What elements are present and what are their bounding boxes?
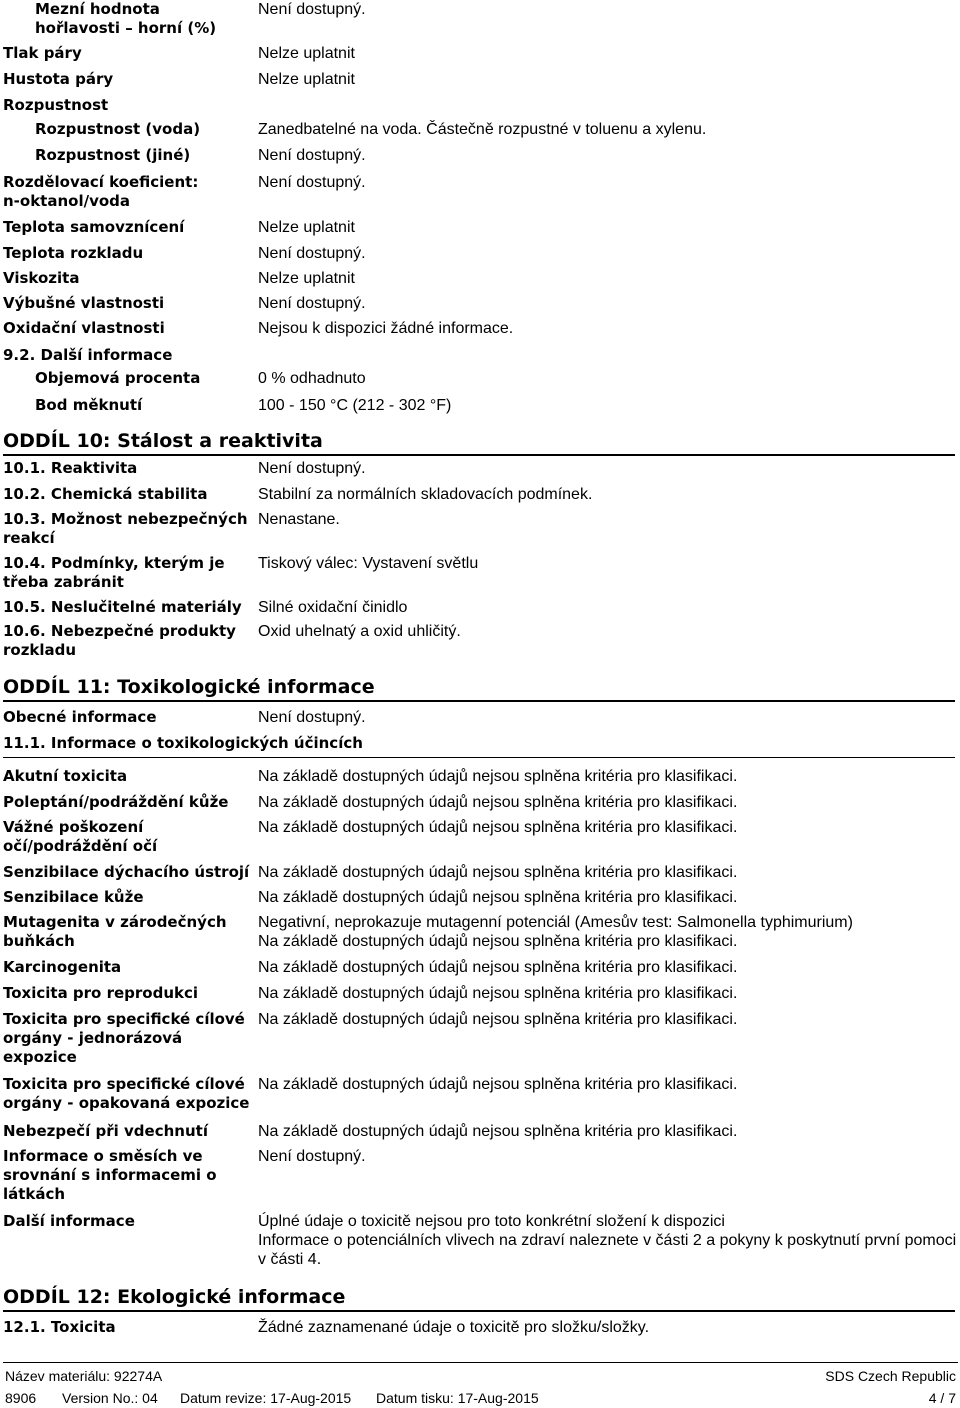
s11-label: Karcinogenita [3,958,122,976]
s11-value: Na základě dostupných údajů nejsou splněna kritéria pro klasifikaci. [258,985,738,1002]
section-10-title: ODDÍL 10: Stálost a reaktivita [3,430,323,452]
subsection-divider [3,757,955,758]
section-11-title: ODDÍL 11: Toxikologické informace [3,676,375,698]
s11-value: Na základě dostupných údajů nejsou splněna kritéria pro klasifikaci. [258,1076,738,1093]
prop-value: Zanedbatelné na voda. Částečně rozpustné v toluenu a xylenu. [258,121,707,138]
s10-label: rozkladu [3,641,77,659]
s10-label: třeba zabránit [3,573,124,591]
s11-value: Na základě dostupných údajů nejsou splněna kritéria pro klasifikaci. [258,768,738,785]
s10-label: 10.3. Možnost nebezpečných [3,510,248,528]
s11-label: Poleptání/podráždění kůže [3,793,229,811]
s10-label: 10.2. Chemická stabilita [3,485,208,503]
section-divider [3,1310,955,1312]
s10-value: Silné oxidační činidlo [258,599,408,616]
prop-label: Bod měknutí [35,396,143,414]
section-divider [3,700,955,702]
prop-value: Nejsou k dispozici žádné informace. [258,320,514,337]
prop-label: Rozpustnost (jiné) [35,146,191,164]
s11-value: Informace o potenciálních vlivech na zdraví naleznete v části 2 a pokyny k poskytnutí první pomoci [258,1232,957,1249]
s11-label: látkách [3,1185,66,1203]
prop-label: Mezní hodnota hořlavosti – horní (%) [35,0,217,37]
s12-value: Žádné zaznamenané údaje o toxicitě pro složku/složky. [258,1319,650,1336]
s12-label: 12.1. Toxicita [3,1318,116,1336]
s11-value: Úplné údaje o toxicitě nejsou pro toto konkrétní složení k dispozici [258,1213,725,1230]
footer-country: SDS Czech Republic [825,1368,956,1384]
s11-label: Toxicita pro specifické cílové [3,1010,245,1028]
s10-label: 10.5. Neslučitelné materiály [3,598,242,616]
s10-value: Nenastane. [258,511,340,528]
prop-value: Nelze uplatnit [258,219,355,236]
prop-value: Nelze uplatnit [258,45,355,62]
s11-label: orgány - jednorázová [3,1029,183,1047]
prop-value: Není dostupný. [258,1,366,18]
footer-revision-date: Datum revize: 17-Aug-2015 [180,1390,352,1406]
s10-label: reakcí [3,529,55,547]
prop-value: 0 % odhadnuto [258,370,366,387]
prop-value: Není dostupný. [258,295,366,312]
s11-value: Na základě dostupných údajů nejsou splněna kritéria pro klasifikaci. [258,1123,738,1140]
s11-label: Nebezpečí při vdechnutí [3,1122,208,1140]
s11-label: Mutagenita v zárodečných [3,913,227,931]
s10-value: Není dostupný. [258,460,366,477]
prop-label: 9.2. Další informace [3,346,173,364]
prop-value: Není dostupný. [258,174,366,191]
s11-label: Akutní toxicita [3,767,128,785]
s11-label: buňkách [3,932,75,950]
prop-label: n-oktanol/voda [3,192,131,210]
s11-label: 11.1. Informace o toxikologických účincích [3,734,363,752]
prop-label: Oxidační vlastnosti [3,319,165,337]
s11-label: expozice [3,1048,77,1066]
s11-label: orgány - opakovaná expozice [3,1094,250,1112]
s10-label: 10.4. Podmínky, kterým je [3,554,225,572]
prop-value: Není dostupný. [258,245,366,262]
s11-label: očí/podráždění očí [3,837,158,855]
s11-label: srovnání s informacemi o [3,1166,217,1184]
prop-value: Není dostupný. [258,147,366,164]
s11-value: Na základě dostupných údajů nejsou splněna kritéria pro klasifikaci. [258,794,738,811]
s11-label: Toxicita pro specifické cílové [3,1075,245,1093]
footer-page-number: 4 / 7 [928,1390,956,1406]
prop-value: Nelze uplatnit [258,270,355,287]
prop-label: Výbušné vlastnosti [3,294,165,312]
s10-label: 10.1. Reaktivita [3,459,138,477]
s11-label: Obecné informace [3,708,157,726]
s11-value: Negativní, neprokazuje mutagenní potenciál (Amesův test: Salmonella typhimurium) [258,914,853,931]
footer-divider [3,1362,958,1363]
s11-label: Senzibilace dýchacího ústrojí [3,863,250,881]
s10-label: 10.6. Nebezpečné produkty [3,622,236,640]
prop-label: Rozpustnost [3,96,109,114]
s11-label: Vážné poškození [3,818,144,836]
s11-value: Na základě dostupných údajů nejsou splněna kritéria pro klasifikaci. [258,959,738,976]
prop-label: Rozpustnost (voda) [35,120,201,138]
prop-label: Hustota páry [3,70,114,88]
prop-value: 100 - 150 °C (212 - 302 °F) [258,397,452,414]
prop-label: Viskozita [3,269,80,287]
footer-print-date: Datum tisku: 17-Aug-2015 [376,1390,539,1406]
s10-value: Tiskový válec: Vystavení světlu [258,555,479,572]
section-12-title: ODDÍL 12: Ekologické informace [3,1286,346,1308]
footer-code: 8906 [5,1390,37,1406]
s11-value: v části 4. [258,1251,322,1268]
prop-label: Teplota samovznícení [3,218,185,236]
s11-value: Na základě dostupných údajů nejsou splněna kritéria pro klasifikaci. [258,864,738,881]
prop-label: Objemová procenta [35,369,201,387]
prop-label: Teplota rozkladu [3,244,144,262]
s11-label: Další informace [3,1212,135,1230]
s10-value: Stabilní za normálních skladovacích podmínek. [258,486,593,503]
s10-value: Oxid uhelnatý a oxid uhličitý. [258,623,461,640]
s11-value: Není dostupný. [258,709,366,726]
section-divider [3,454,955,456]
s11-value: Na základě dostupných údajů nejsou splněna kritéria pro klasifikaci. [258,819,738,836]
prop-label: Rozdělovací koeficient: [3,173,199,191]
s11-label: Senzibilace kůže [3,888,144,906]
s11-value: Na základě dostupných údajů nejsou splněna kritéria pro klasifikaci. [258,889,738,906]
s11-label: Informace o směsích ve [3,1147,203,1165]
footer-version: Version No.: 04 [62,1390,158,1406]
footer-material: Název materiálu: 92274A [5,1368,163,1384]
s11-value: Není dostupný. [258,1148,366,1165]
prop-value: Nelze uplatnit [258,71,355,88]
prop-label: Tlak páry [3,44,82,62]
s11-value: Na základě dostupných údajů nejsou splněna kritéria pro klasifikaci. [258,933,738,950]
s11-value: Na základě dostupných údajů nejsou splněna kritéria pro klasifikaci. [258,1011,738,1028]
s11-label: Toxicita pro reprodukci [3,984,199,1002]
